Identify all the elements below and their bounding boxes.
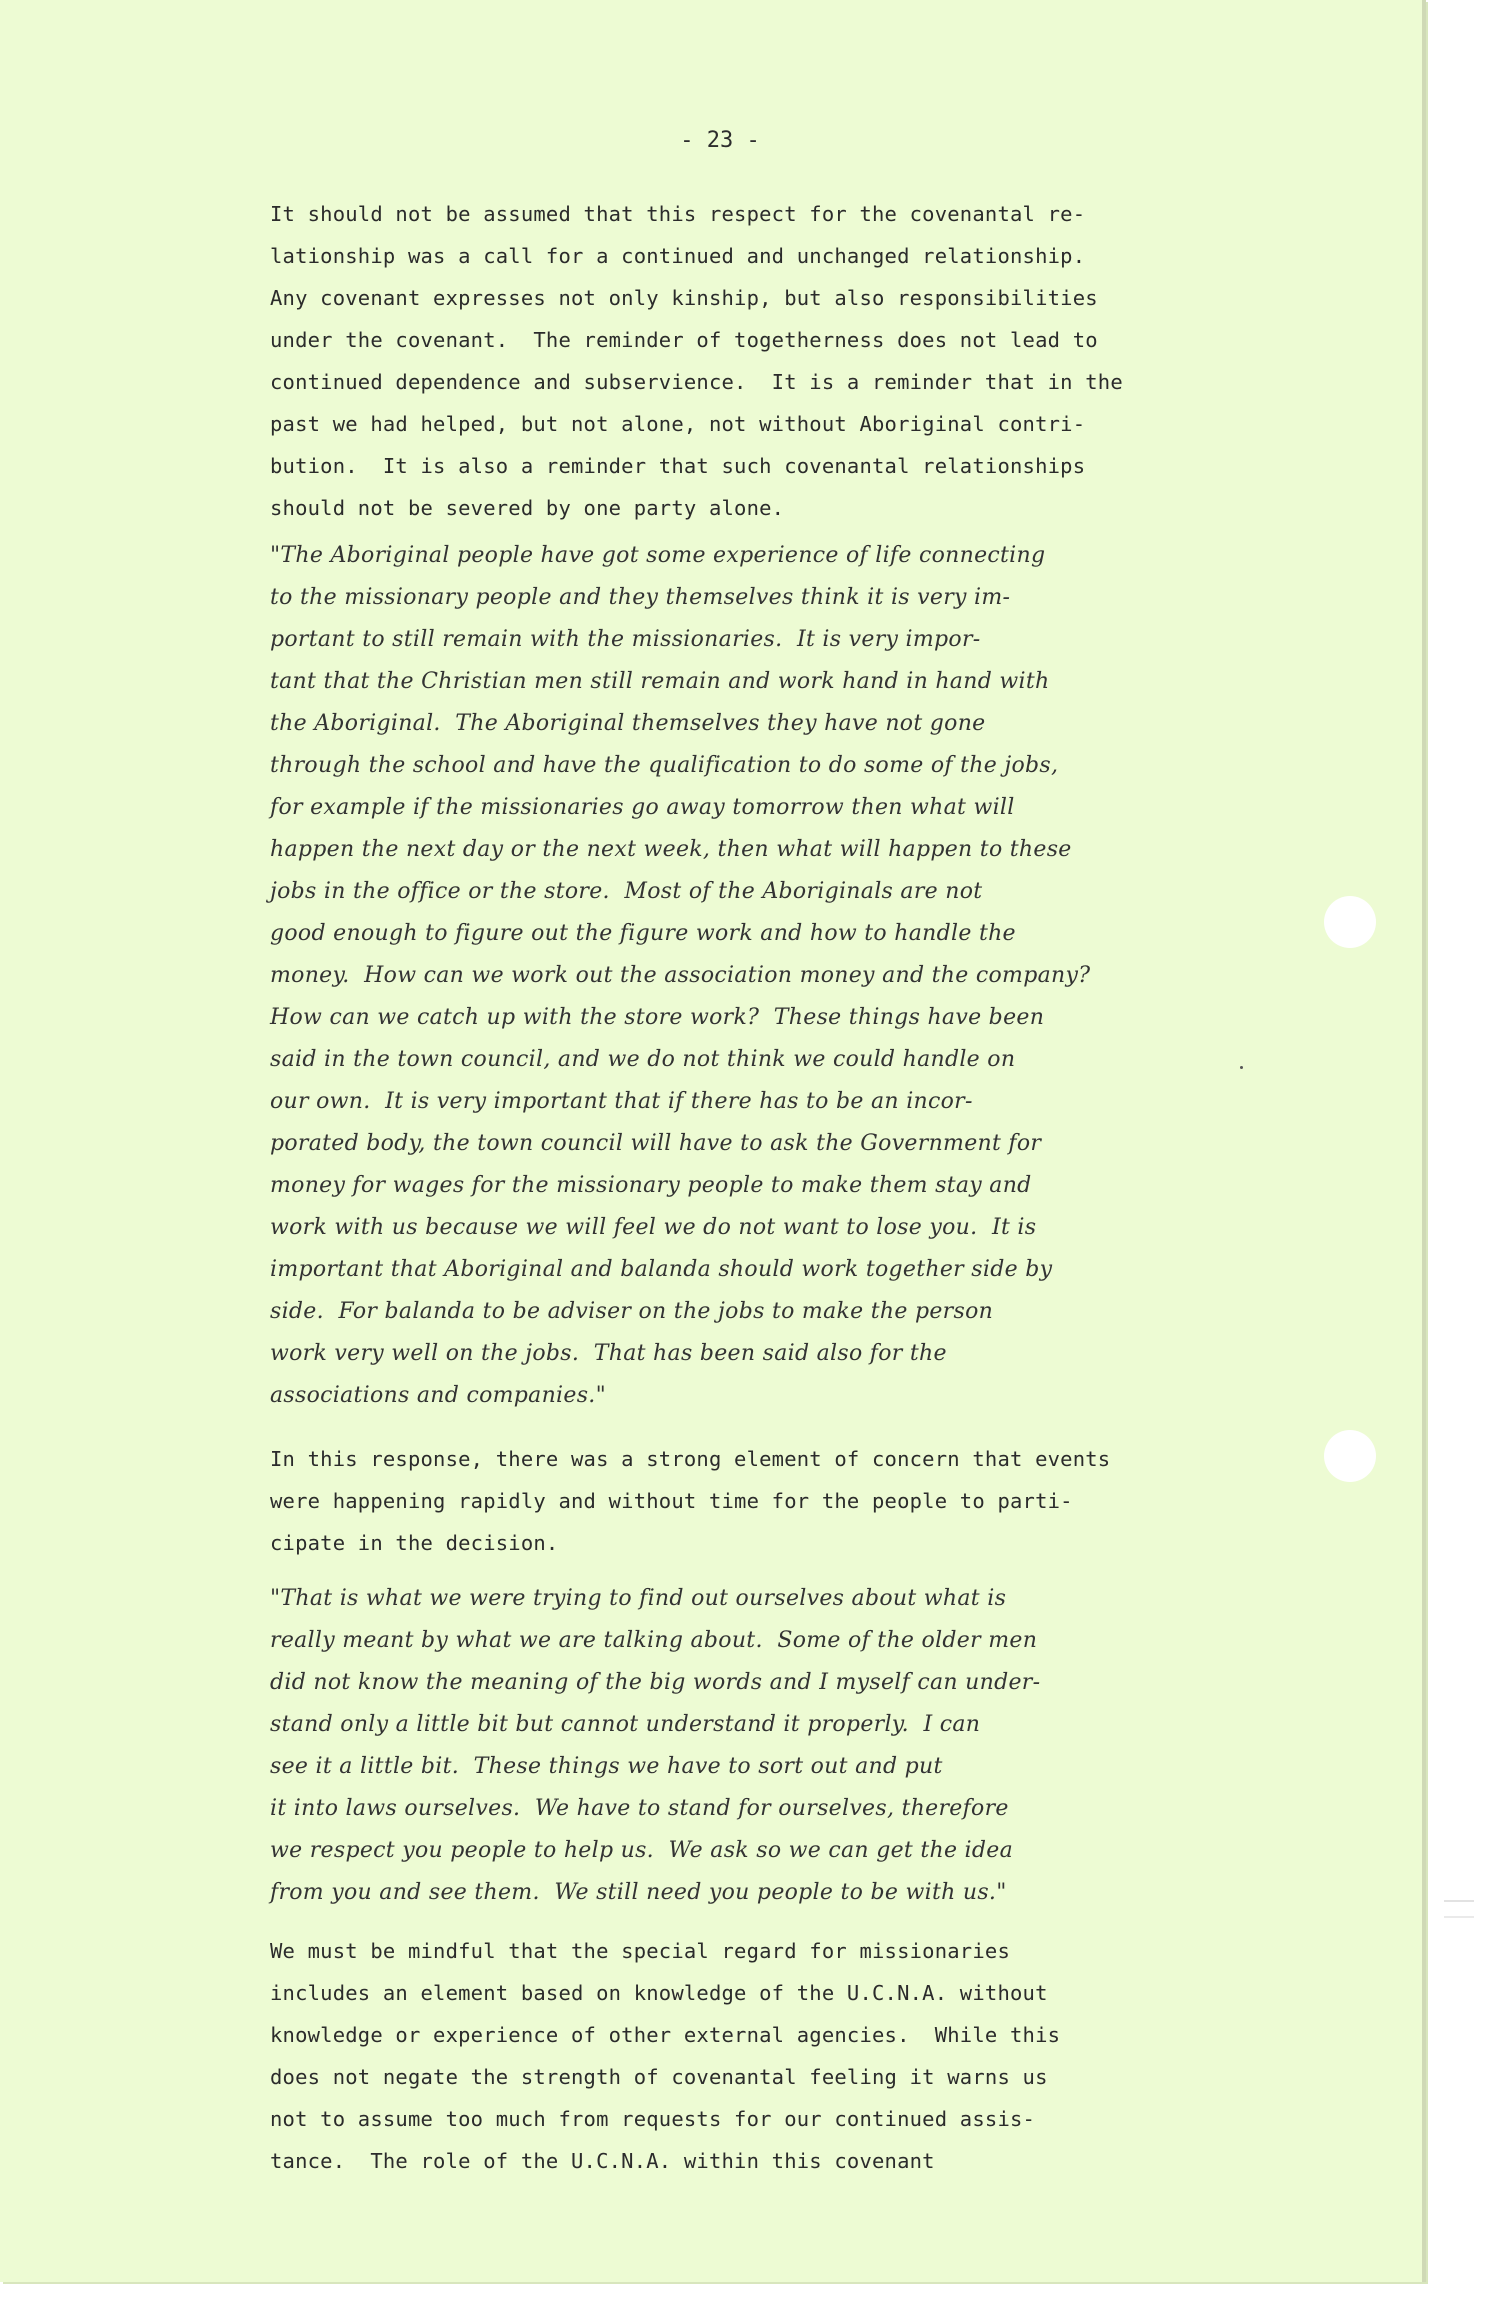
- quote-older-men: "That is what we were trying to find out ourselves about what is really meant by what we are talking about. Some of the older men did not know the meaning of the big words and I myself can under- stand only a little bit but cannot understand it properly. I can see it a little bit. These things we have to sort out and put it into laws ourselves. We have to stand for ourselves, therefore we respect you people to help us. We ask so we can get the idea from you and see them. We still need you people to be with us.": [270, 1586, 1041, 1905]
- punch-hole: [1324, 896, 1376, 948]
- quote-aboriginal-missionaries: "The Aboriginal people have got some experience of life connecting to the missionary people and they themselves think it is very im- portant to still remain with the missionaries. It is very impor- tant that the Christian men still remain and work hand in hand with the Aboriginal. The Aboriginal themselves they have not gone through the school and have the qualification to do some of the jobs, for example if the missionaries go away tomorrow then what will happen the next day or the next week, then what will happen to these jobs in the office or the store. Most of the Aboriginals are not good enough to figure out the figure work and how to handle the money. How can we work out the association money and the company? How can we catch up with the store work? These things have been said in the town council, and we do not think we could handle on our own. It is very important that if there has to be an incor- porated body, the town council will have to ask the Government for money for wages for the missionary people to make them stay and work with us because we will feel we do not want to lose you. It is important that Aboriginal and balanda should work together side by side. For balanda to be adviser on the jobs to make the person work very well on the jobs. That has been said also for the associations and companies.": [270, 543, 1091, 1408]
- page-edge-shadow: [1422, 0, 1426, 2282]
- paragraph-special-regard: We must be mindful that the special regard for missionaries includes an element based on knowledge of the U.C.N.A. without knowledge or experience of other external agencies. While this does not negate the strength of covenantal feeling it warns us not to assume too much from requests for our continued assis- tance. The role of the U.C.N.A. within this covenant: [270, 1939, 1061, 2173]
- scan-artifact: [1444, 1900, 1474, 1918]
- page-number: - 23 -: [680, 128, 760, 153]
- punch-hole: [1324, 1430, 1376, 1482]
- paragraph-covenant-respect: It should not be assumed that this respect for the covenantal re- lationship was a call for a continued and unchanged relationship. Any covenant expresses not only kinship, but also responsibilities under the covenant. The reminder of togetherness does not lead to continued dependence and subservience. It is a reminder that in the past we had helped, but not alone, not without Aboriginal contri- bution. It is also a reminder that such covenantal relationships should not be severed by one party alone.: [270, 202, 1123, 520]
- paragraph-concern-events: In this response, there was a strong element of concern that events were happening rapidly and without time for the people to parti- cipate in the decision.: [270, 1447, 1111, 1555]
